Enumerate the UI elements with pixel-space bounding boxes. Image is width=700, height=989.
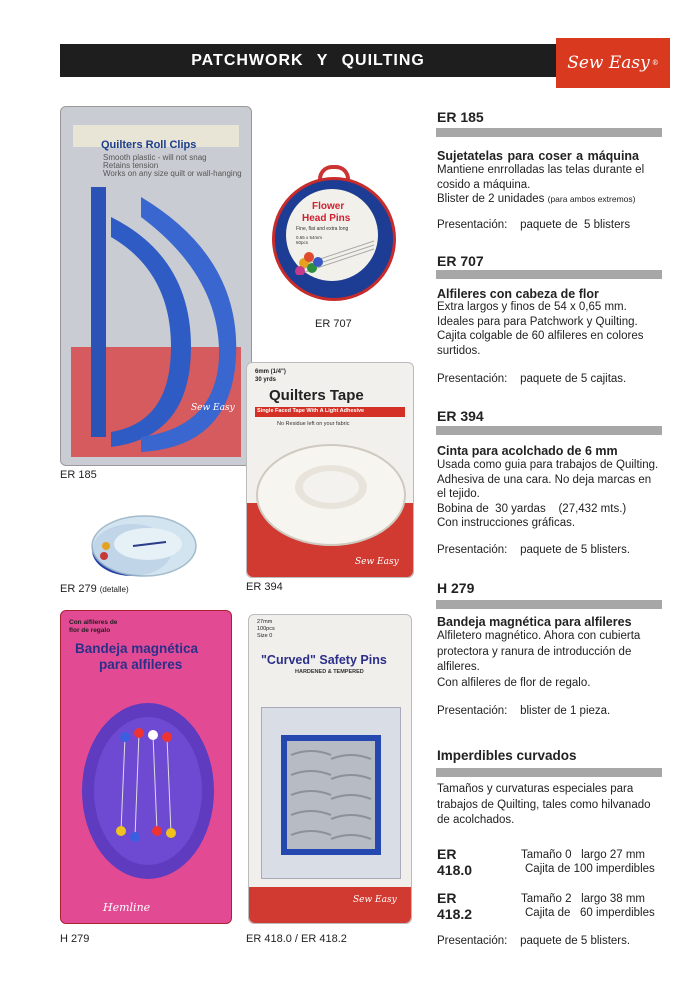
tape-subtitle: Single Faced Tape With A Light Adhesive bbox=[257, 408, 365, 414]
tray-note: Con alfileres de flor de regalo bbox=[69, 619, 118, 634]
item-detail: Tamaño 0 largo 27 mm bbox=[521, 849, 646, 861]
section-title-er707: Alfileres con cabeza de flor bbox=[437, 287, 599, 301]
body-line: Alfiletero magnético. Ahora con cubierta bbox=[437, 630, 641, 642]
clips-bullet: Retains tension bbox=[103, 161, 159, 170]
section-presentation-h279: Presentación: blister de 1 pieza. bbox=[437, 705, 611, 717]
logo-mark: ® bbox=[651, 59, 659, 67]
section-body-imperdibles bbox=[437, 782, 651, 829]
body-line: Extra largos y finos de 54 x 0,65 mm. bbox=[437, 301, 627, 313]
product-image-h279 bbox=[60, 610, 232, 924]
item-code: ER 418.2 bbox=[437, 890, 473, 922]
product-image-er279-detail bbox=[88, 508, 200, 584]
section-code-er707: ER 707 bbox=[437, 253, 484, 269]
body-line: Con instrucciones gráficas. bbox=[437, 517, 576, 529]
caption-h279: H 279 bbox=[60, 933, 90, 945]
product-image-er418 bbox=[248, 614, 412, 924]
pins-box-sub: Fine, flat and extra long bbox=[296, 226, 349, 232]
safety-pins-graphic bbox=[281, 735, 381, 855]
body-line: el tejido. bbox=[437, 488, 480, 500]
safety-title: "Curved" Safety Pins bbox=[261, 653, 387, 667]
section-body-er707 bbox=[437, 300, 643, 358]
logo-text: Sew Easy bbox=[567, 53, 650, 73]
caption-er418: ER 418.0 / ER 418.2 bbox=[246, 933, 347, 945]
section-title-er394: Cinta para acolchado de 6 mm bbox=[437, 444, 618, 458]
safety-subtitle: HARDENED & TEMPERED bbox=[295, 669, 364, 675]
section-divider bbox=[436, 768, 662, 777]
section-title-er185: Sujetatelas para coser a máquina bbox=[437, 149, 640, 163]
tape-brand: Sew Easy bbox=[355, 557, 399, 567]
body-line: Mantiene enrrolladas las telas durante el bbox=[437, 164, 645, 176]
body-line: Con alfileres de flor de regalo. bbox=[437, 676, 591, 689]
clips-bullet: Smooth plastic - will not snag bbox=[103, 153, 207, 162]
section-code-er394: ER 394 bbox=[437, 408, 484, 424]
product-image-er394 bbox=[246, 362, 414, 578]
item-detail: Cajita de 60 imperdibles bbox=[525, 907, 655, 919]
clips-pack-title: Quilters Roll Clips bbox=[101, 139, 197, 151]
item-detail: Cajita de 100 imperdibles bbox=[525, 863, 655, 875]
safety-spec: 27mm 100pcs Size 0 bbox=[257, 619, 275, 639]
clips-brand: Sew Easy bbox=[191, 403, 235, 413]
section-presentation-er707: Presentación: paquete de 5 cajitas. bbox=[437, 373, 627, 385]
section-divider bbox=[436, 600, 662, 609]
product-image-er185 bbox=[60, 106, 252, 466]
section-body-er185 bbox=[437, 163, 644, 207]
section-body-h279 bbox=[437, 629, 640, 691]
caption-er279-code: ER 279 bbox=[60, 583, 97, 595]
clips-bullets bbox=[103, 154, 242, 178]
tape-length: 30 yrds bbox=[255, 377, 277, 383]
body-line: Blister de 2 unidades bbox=[437, 193, 545, 205]
tray-brand: Hemline bbox=[103, 901, 151, 914]
body-line: de acolchados. bbox=[437, 814, 515, 826]
pins-box-spec: 0.65 x 54mm 60pcs bbox=[296, 235, 323, 245]
sew-easy-logo bbox=[556, 38, 670, 88]
tape-subtitle-2: No Residue left on your fabric bbox=[277, 421, 350, 427]
caption-er279-note: (detalle) bbox=[99, 585, 129, 594]
product-image-er707 bbox=[272, 165, 394, 297]
caption-er707: ER 707 bbox=[315, 318, 352, 330]
magnetic-tray-graphic bbox=[75, 691, 221, 881]
flower-pins-graphic bbox=[292, 235, 378, 275]
page-title: PATCHWORK Y QUILTING bbox=[191, 51, 425, 69]
body-line: Tamaños y curvaturas especiales para bbox=[437, 783, 634, 795]
body-line: Ideales para para Patchwork y Quilting. bbox=[437, 315, 638, 328]
section-title-imperdibles: Imperdibles curvados bbox=[437, 748, 577, 763]
body-line: surtidos. bbox=[437, 344, 481, 357]
pins-box-title-2: Head Pins bbox=[302, 213, 351, 224]
roll-clips-graphic bbox=[71, 177, 246, 457]
tape-roll-graphic bbox=[251, 431, 411, 551]
section-presentation-er394: Presentación: paquete de 5 blisters. bbox=[437, 544, 631, 556]
body-line: protectora y ranura de introducción de bbox=[437, 645, 632, 658]
body-line: cosido a máquina. bbox=[437, 178, 531, 191]
body-line: Cajita colgable de 60 alfileres en colores bbox=[437, 330, 644, 342]
caption-er394: ER 394 bbox=[246, 581, 283, 593]
section-divider bbox=[436, 426, 662, 435]
safety-brand: Sew Easy bbox=[353, 895, 397, 905]
tape-size: 6mm (1/4") bbox=[255, 369, 286, 375]
item-code: ER 418.0 bbox=[437, 846, 473, 878]
section-title-h279: Bandeja magnética para alfileres bbox=[437, 615, 632, 629]
clips-bullet: Works on any size quilt or wall-hanging bbox=[103, 169, 242, 178]
tape-title: Quilters Tape bbox=[269, 387, 364, 404]
body-line: alfileres. bbox=[437, 661, 480, 673]
caption-er185: ER 185 bbox=[60, 469, 97, 481]
tray-title-1: Bandeja magnética bbox=[75, 641, 199, 656]
page-header-bar bbox=[60, 44, 556, 77]
item-detail: Tamaño 2 largo 38 mm bbox=[521, 893, 646, 905]
tray-title-2: para alfileres bbox=[99, 657, 183, 672]
body-line: Bobina de 30 yardas (27,432 mts.) bbox=[437, 502, 627, 515]
pins-box-title-1: Flower bbox=[312, 201, 345, 212]
section-code-h279: H 279 bbox=[437, 580, 475, 596]
body-line: Usada como guia para trabajos de Quilting. bbox=[437, 459, 659, 471]
body-line: trabajos de Quilting, tales como hilvanado bbox=[437, 798, 651, 811]
section-divider bbox=[436, 128, 662, 137]
body-note: (para ambos extremos) bbox=[547, 194, 636, 204]
body-line: Adhesiva de una cara. No deja marcas en bbox=[437, 473, 652, 486]
section-code-er185: ER 185 bbox=[437, 109, 484, 125]
section-divider bbox=[436, 270, 662, 279]
section-body-er394 bbox=[437, 458, 658, 531]
section-presentation-imperdibles: Presentación: paquete de 5 blisters. bbox=[437, 935, 631, 947]
caption-er279 bbox=[60, 583, 129, 595]
section-presentation-er185: Presentación: paquete de 5 blisters bbox=[437, 219, 631, 231]
